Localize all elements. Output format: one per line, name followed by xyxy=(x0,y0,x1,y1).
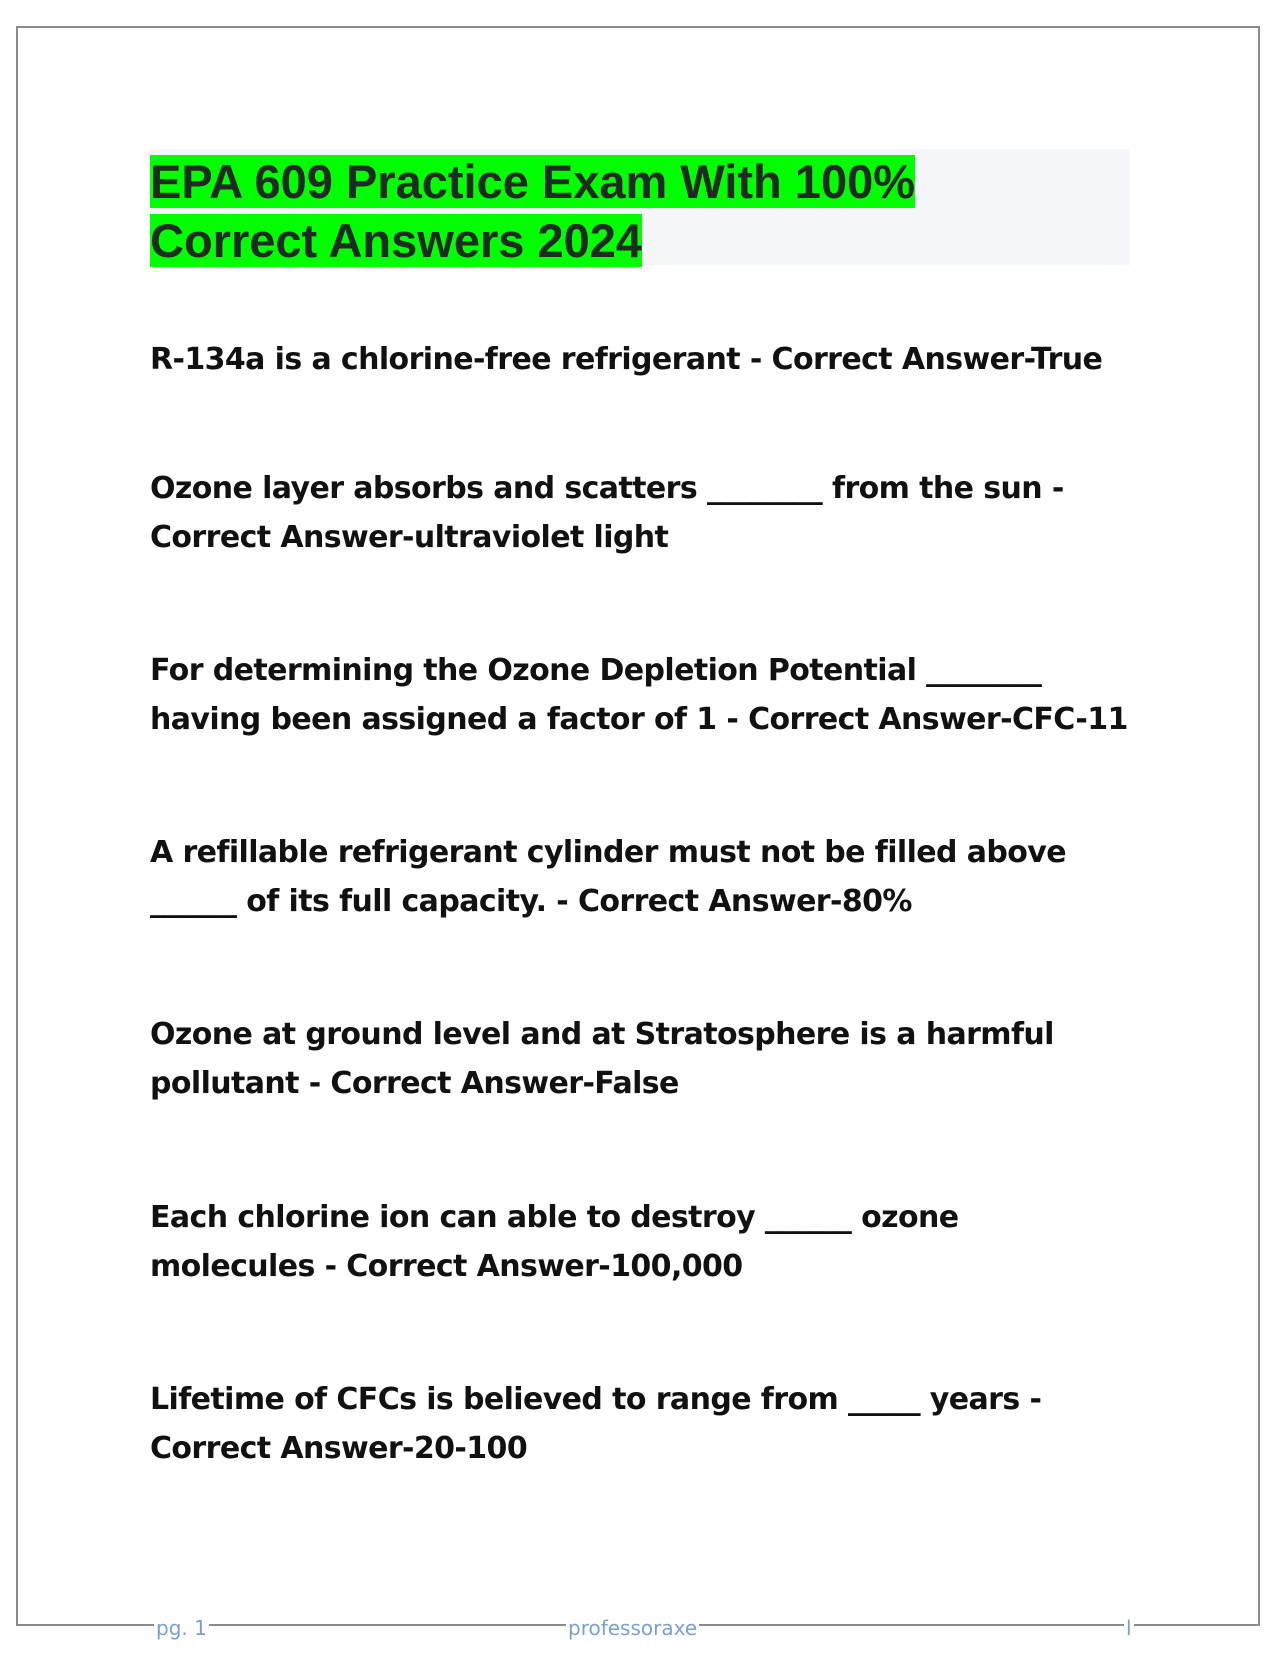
footer-right-mark: l xyxy=(1126,1616,1132,1640)
document-title xyxy=(150,152,1130,270)
question-3: For determining the Ozone Depletion Potential ________ having been assigned a factor of 1 - Correct Answer-CFC-11 xyxy=(150,653,1128,737)
title-line-1: EPA 609 Practice Exam With 100% xyxy=(150,155,916,208)
question-4: A refillable refrigerant cylinder must not be filled above ______ of its full capacity. - Correct Answer-80% xyxy=(150,835,1066,919)
question-7: Lifetime of CFCs is believed to range from _____ years - Correct Answer-20-100 xyxy=(150,1382,1042,1466)
footer-page-number: pg. 1 xyxy=(156,1616,207,1640)
question-5: Ozone at ground level and at Stratosphere is a harmful pollutant - Correct Answer-False xyxy=(150,1017,1054,1101)
footer-author: professoraxe xyxy=(568,1616,698,1640)
title-line-2: Correct Answers 2024 xyxy=(150,214,643,267)
question-2: Ozone layer absorbs and scatters ________ from the sun - Correct Answer-ultraviolet light xyxy=(150,471,1064,555)
question-1: R-134a is a chlorine-free refrigerant - Correct Answer-True xyxy=(150,342,1103,377)
question-6: Each chlorine ion can able to destroy ______ ozone molecules - Correct Answer-100,000 xyxy=(150,1200,959,1284)
